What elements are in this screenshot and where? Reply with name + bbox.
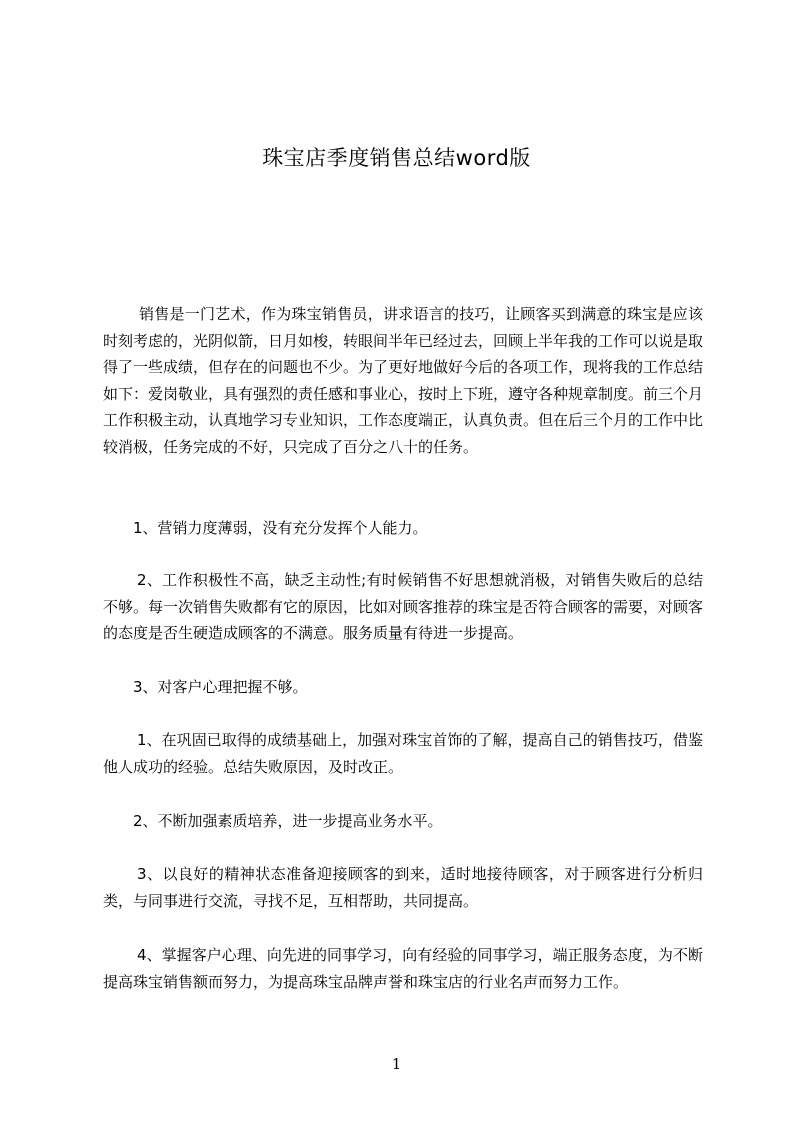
paragraph-intro: 销售是一门艺术，作为珠宝销售员，讲求语言的技巧，让顾客买到满意的珠宝是应该时刻考虑的，光阴似箭，日月如梭，转眼间半年已经过去，回顾上半年我的工作可以说是取得了一些成绩，但存在的问题也不少。为了更好地做好今后的各项工作，现将我的工作总结如下：爱岗敬业，具有强烈的责任感和事业心，按时上下班，遵守各种规章制度。前三个月工作积极主动，认真地学习专业知识，工作态度端正，认真负责。但在后三个月的工作中比较消极，任务完成的不好，只完成了百分之八十的任务。 — [103, 305, 704, 456]
document-title: 珠宝店季度销售总结word版 — [262, 146, 531, 170]
paragraph-plan-1: 1、在巩固已取得的成绩基础上，加强对珠宝首饰的了解，提高自己的销售技巧，借鉴他人成功的经验。总结失败原因，及时改正。 — [103, 731, 703, 776]
paragraph-plan-4: 4、掌握客户心理、向先进的同事学习，向有经验的同事学习，端正服务态度，为不断提高珠宝销售额而努力，为提高珠宝品牌声誉和珠宝店的行业名声而努力工作。 — [103, 946, 703, 991]
paragraph-plan-3: 3、以良好的精神状态准备迎接顾客的到来，适时地接待顾客，对于顾客进行分析归类，与同事进行交流，寻找不足，互相帮助，共同提高。 — [103, 865, 703, 910]
paragraph-problem-1: 1、营销力度薄弱，没有充分发挥个人能力。 — [133, 519, 428, 537]
page-number: 1 — [391, 1055, 402, 1073]
paragraph-problem-2: 2、工作积极性不高，缺乏主动性;有时候销售不好思想就消极，对销售失败后的总结不够。每一次销售失败都有它的原因，比如对顾客推荐的珠宝是否符合顾客的需要，对顾客的态度是否生硬造成顾客的不满意。服务质量有待进一步提高。 — [103, 571, 704, 642]
paragraph-problem-3: 3、对客户心理把握不够。 — [133, 678, 308, 696]
paragraph-plan-2: 2、不断加强素质培养，进一步提高业务水平。 — [133, 812, 443, 830]
